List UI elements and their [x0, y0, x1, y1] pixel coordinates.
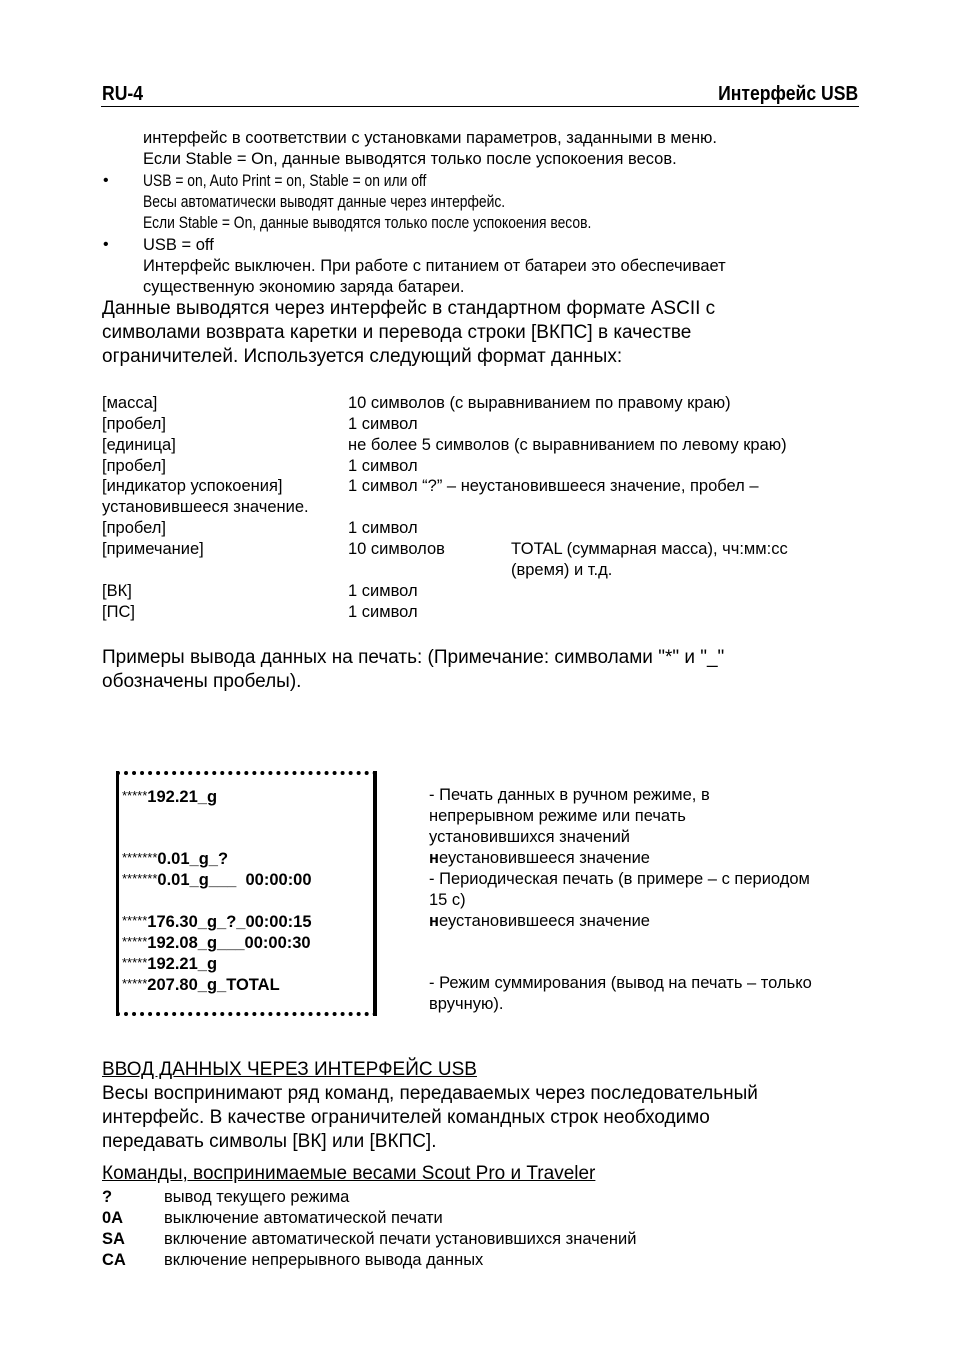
bullet-marker: •	[103, 172, 109, 189]
field-desc: не более 5 символов (с выравниванием по левому краю)	[348, 436, 787, 454]
field-desc: 1 символ	[348, 582, 418, 600]
space-markers: *****	[122, 788, 148, 803]
printout-value: 192.21_g	[147, 788, 218, 806]
intro-line-1: интерфейс в соответствии с установками параметров, заданными в меню.	[143, 129, 718, 147]
desc-line: 15 с)	[429, 891, 466, 909]
bullet-2-line-3: существенную экономию заряда батареи.	[143, 278, 465, 296]
command-desc: выключение автоматической печати	[164, 1209, 443, 1227]
desc-line: установившихся значений	[429, 828, 630, 846]
space-markers: *****	[122, 913, 148, 928]
printout-line	[122, 952, 217, 975]
desc-line	[429, 911, 859, 932]
field-name: [индикатор успокоения]	[102, 477, 283, 495]
usb-input-line-3: передавать символы [ВК] или [ВКПС].	[102, 1131, 437, 1152]
desc-rest: еустановившееся значение	[438, 912, 650, 930]
printout-line	[122, 868, 312, 891]
printout-right-edge	[373, 771, 377, 1016]
field-name: [ПС]	[102, 603, 135, 621]
command-code: CA	[102, 1251, 126, 1269]
printout-value: 0.01_g___ 00:00:00	[157, 871, 312, 889]
printout-line	[122, 847, 228, 870]
field-name: [единица]	[102, 436, 176, 454]
examples-para-line-1: Примеры вывода данных на печать: (Примечание: символами "*" и "_"	[102, 647, 725, 668]
page-number: RU-4	[102, 83, 144, 105]
desc-line: - Периодическая печать (в примере – с периодом	[429, 870, 810, 888]
printout-line	[122, 910, 312, 933]
printout-value: 192.08_g___00:00:30	[147, 934, 311, 952]
page-header-title: Интерфейс USB	[717, 83, 858, 105]
tear-edge-bottom	[116, 1012, 377, 1016]
bullet-2-line-1: USB = off	[143, 236, 214, 254]
space-markers: *****	[122, 934, 148, 949]
format-para-line-1: Данные выводятся через интерфейс в стандартном формате ASCII с	[102, 298, 716, 319]
printout-desc	[429, 973, 859, 1015]
command-desc: включение автоматической печати установившихся значений	[164, 1230, 637, 1248]
command-desc: вывод текущего режима	[164, 1188, 350, 1206]
desc-bold-letter: н	[429, 849, 439, 867]
field-desc: 1 символ	[348, 415, 418, 433]
command-code: 0A	[102, 1209, 124, 1227]
desc-bold-letter: н	[429, 912, 439, 930]
field-extra: TOTAL (суммарная масса), чч:мм:сс	[511, 540, 788, 558]
bullet-1-line-2: Весы автоматически выводят данные через интерфейс.	[143, 193, 506, 211]
printout-value: 192.21_g	[147, 955, 218, 973]
bullet-1-line-1: USB = on, Auto Print = on, Stable = on или off	[143, 172, 427, 190]
printout-line	[122, 973, 280, 996]
tear-edge-top	[116, 771, 377, 775]
printout-left-edge	[116, 771, 119, 1016]
command-code: SA	[102, 1230, 125, 1248]
space-markers: *******	[122, 850, 158, 865]
field-name: установившееся значение.	[102, 498, 309, 516]
field-name: [пробел]	[102, 457, 166, 475]
command-code: ?	[102, 1188, 113, 1206]
format-para-line-2: символами возврата каретки и перевода строки [ВКПС] в качестве	[102, 322, 692, 343]
command-desc: включение непрерывного вывода данных	[164, 1251, 484, 1269]
bullet-2-line-2: Интерфейс выключен. При работе с питанием от батареи это обеспечивает	[143, 257, 726, 275]
space-markers: *****	[122, 976, 148, 991]
field-name: [масса]	[102, 394, 158, 412]
field-extra: (время) и т.д.	[511, 561, 613, 579]
field-desc: 1 символ “?” – неустановившееся значение, пробел –	[348, 477, 759, 495]
desc-line: - Печать данных в ручном режиме, в	[429, 786, 710, 804]
field-desc: 10 символов	[348, 540, 445, 558]
desc-line	[429, 848, 859, 869]
desc-line: - Режим суммирования (вывод на печать – только	[429, 974, 812, 992]
printout-desc	[429, 785, 859, 932]
field-name: [примечание]	[102, 540, 204, 558]
section-heading-usb-input: ВВОД ДАННЫХ ЧЕРЕЗ ИНТЕРФЕЙС USB	[102, 1059, 477, 1080]
printout-line	[122, 785, 217, 808]
field-desc: 1 символ	[348, 457, 418, 475]
field-desc: 1 символ	[348, 519, 418, 537]
bullet-marker: •	[103, 236, 109, 253]
header-rule	[101, 106, 859, 107]
field-name: [пробел]	[102, 415, 166, 433]
field-desc: 10 символов (с выравниванием по правому краю)	[348, 394, 731, 412]
printout-line	[122, 931, 311, 954]
usb-input-line-1: Весы воспринимают ряд команд, передаваемых через последовательный	[102, 1083, 758, 1104]
usb-input-line-2: интерфейс. В качестве ограничителей командных строк необходимо	[102, 1107, 710, 1128]
space-markers: *****	[122, 955, 148, 970]
field-name: [пробел]	[102, 519, 166, 537]
format-para-line-3: ограничителей. Используется следующий формат данных:	[102, 346, 623, 367]
desc-rest: еустановившееся значение	[438, 849, 650, 867]
space-markers: *******	[122, 871, 158, 886]
bullet-1-line-3: Если Stable = On, данные выводятся только после успокоения весов.	[143, 214, 592, 232]
desc-line: вручную).	[429, 995, 504, 1013]
intro-line-2: Если Stable = On, данные выводятся только после успокоения весов.	[143, 150, 677, 168]
printout-value: 176.30_g_?_00:00:15	[147, 913, 312, 931]
commands-heading: Команды, воспринимаемые весами Scout Pro и Traveler	[102, 1163, 596, 1184]
printout-value: 207.80_g_TOTAL	[147, 976, 280, 994]
field-name: [ВК]	[102, 582, 132, 600]
desc-line: непрерывном режиме или печать	[429, 807, 686, 825]
field-desc: 1 символ	[348, 603, 418, 621]
examples-para-line-2: обозначены пробелы).	[102, 671, 302, 692]
printout-value: 0.01_g_?	[157, 850, 229, 868]
